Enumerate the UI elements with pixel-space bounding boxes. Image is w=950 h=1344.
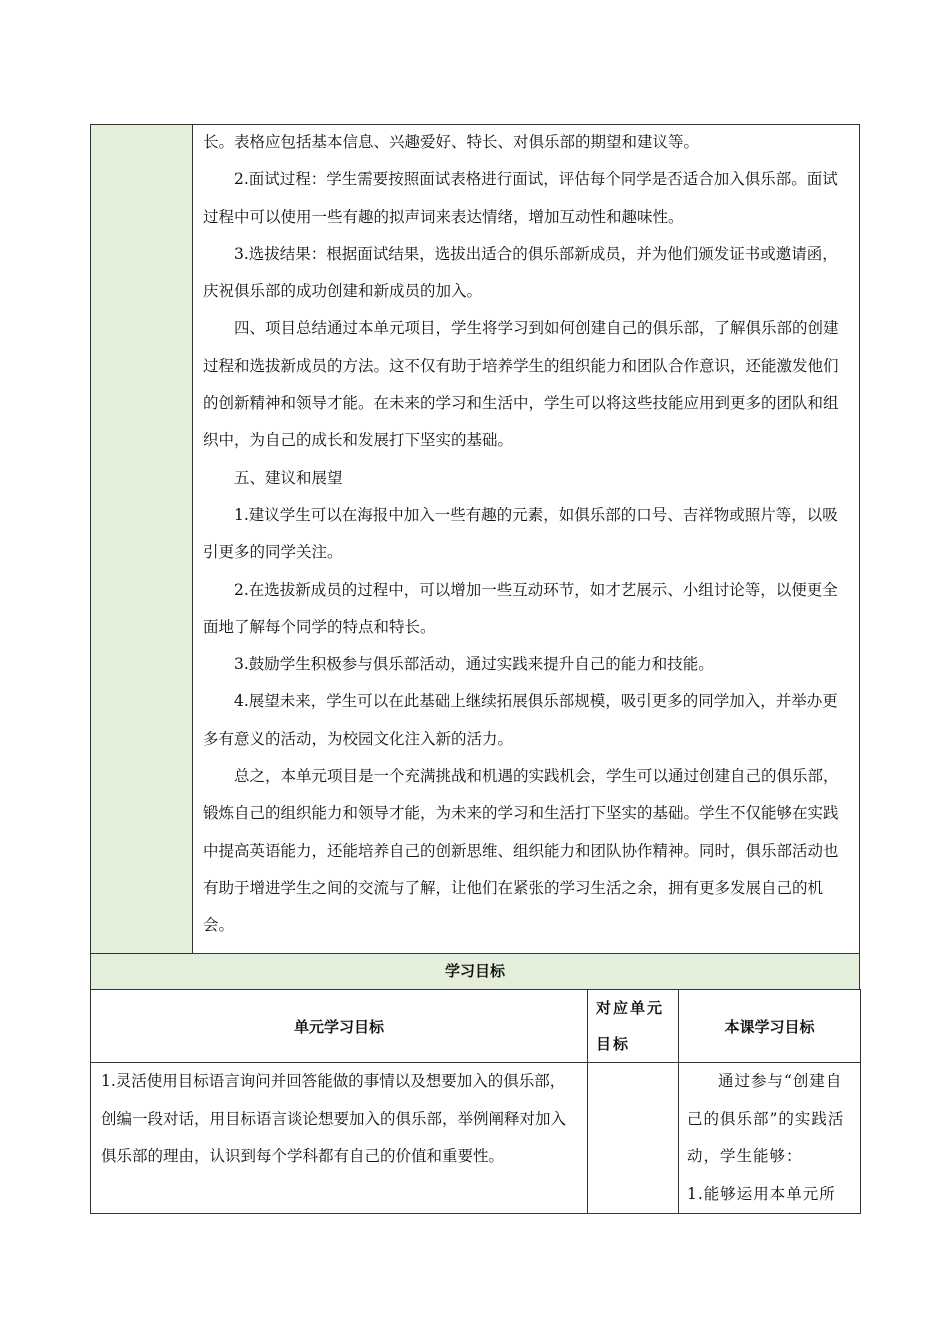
paragraph: 2.面试过程：学生需要按照面试表格进行面试，评估每个同学是否适合加入俱乐部。面试过程中可以使用一些有趣的拟声词来表达情绪，增加互动性和趣味性。 [203, 170, 838, 226]
unit-goal-header: 单元学习目标 [91, 990, 588, 1063]
objectives-header-row [91, 990, 861, 1063]
learning-objectives-header: 学习目标 [90, 953, 860, 990]
paragraph: 4.展望未来，学生可以在此基础上继续拓展俱乐部规模，吸引更多的同学加入，并举办更多有意义的活动，为校园文化注入新的活力。 [203, 692, 838, 748]
lesson-goal-intro: 通过参与“创建自己的俱乐部”的实践活动，学生能够： [687, 1072, 845, 1165]
paragraph: 2.在选拔新成员的过程中，可以增加一些互动环节，如才艺展示、小组讨论等，以便更全面地了解每个同学的特点和特长。 [203, 580, 838, 636]
objectives-table [90, 989, 861, 1214]
corresponding-goal-header: 对应单元目标 [588, 990, 679, 1063]
left-shaded-cell [90, 124, 193, 954]
paragraph: 长。表格应包括基本信息、兴趣爱好、特长、对俱乐部的期望和建议等。 [203, 133, 700, 151]
corresponding-goal-cell [588, 1063, 679, 1214]
paragraph: 1.建议学生可以在海报中加入一些有趣的元素，如俱乐部的口号、吉祥物或照片等，以吸引更多的同学关注。 [203, 505, 838, 562]
paragraph: 3.选拔结果：根据面试结果，选拔出适合的俱乐部新成员，并为他们颁发证书或邀请函，庆祝俱乐部的成功创建和新成员的加入。 [203, 244, 838, 301]
lesson-goal-item: 1.能够运用本单元所 [687, 1184, 836, 1203]
lesson-goal-header: 本课学习目标 [679, 990, 861, 1063]
unit-goal-cell: 1.灵活使用目标语言询问并回答能做的事情以及想要加入的俱乐部，创编一段对话，用目标语言谈论想要加入的俱乐部，举例阐释对加入俱乐部的理由，认识到每个学科都有自己的价值和重要性。 [91, 1063, 588, 1214]
paragraph: 3.鼓励学生积极参与俱乐部活动，通过实践来提升自己的能力和技能。 [234, 655, 714, 674]
paragraph: 五、建议和展望 [234, 468, 343, 487]
lesson-goal-cell [679, 1063, 861, 1214]
objectives-row [91, 1063, 861, 1214]
content-text [203, 124, 851, 945]
paragraph: 总之，本单元项目是一个充满挑战和机遇的实践机会，学生可以通过创建自己的俱乐部，锻炼自己的组织能力和领导才能，为未来的学习和生活打下坚实的基础。学生不仅能够在实践中提高英语能力，还能培养自己的创新思维、组织能力和团队协作精神。同时，俱乐部活动也有助于增进学生之间的交流与了解，让他们在紧张的学习生活之余，拥有更多发展自己的机会。 [203, 767, 839, 935]
paragraph: 四、项目总结通过本单元项目，学生将学习到如何创建自己的俱乐部，了解俱乐部的创建过程和选拔新成员的方法。这不仅有助于培养学生的组织能力和团队合作意识，还能激发他们的创新精神和领导才能。在未来的学习和生活中，学生可以将这些技能应用到更多的团队和组织中，为自己的成长和发展打下坚实的基础。 [203, 319, 839, 450]
